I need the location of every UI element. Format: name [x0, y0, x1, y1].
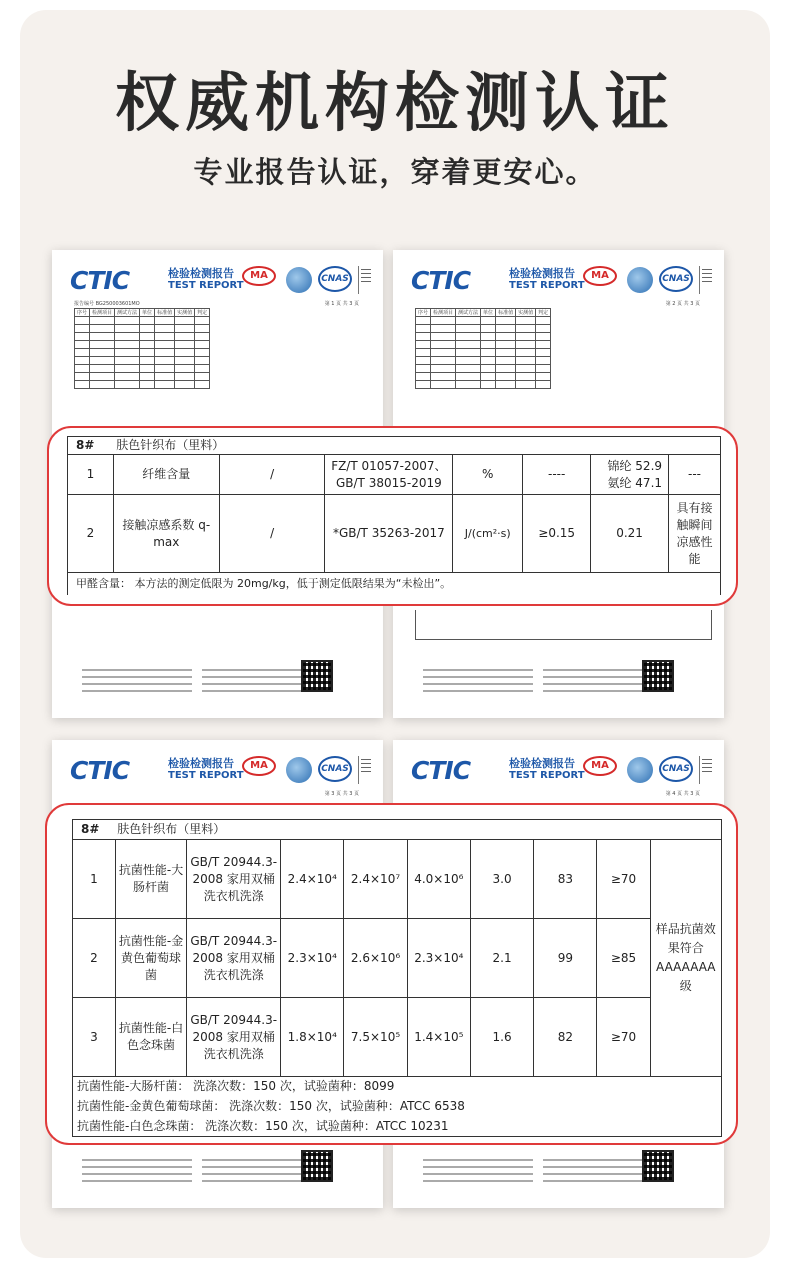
row-v6: ≥70	[597, 998, 650, 1077]
report-number: 报告编号 BG250003601MO	[74, 301, 140, 307]
ilac-logo	[627, 757, 653, 783]
zoom-callout-fiber-cooling	[47, 426, 738, 606]
report-header	[411, 754, 712, 788]
page-number: 第 4 页 共 3 页	[665, 791, 700, 797]
report-title-cn: 检验检测报告	[509, 267, 575, 280]
row-v5: 83	[534, 840, 597, 919]
row-v4: 1.6	[470, 998, 533, 1077]
row-v4: 2.1	[470, 919, 533, 998]
row-method: GB/T 20944.3-2008 家用双桶洗衣机洗涤	[187, 840, 281, 919]
mini-header: 实测值	[516, 309, 536, 317]
mini-header: 标准值	[155, 309, 175, 317]
conclusion: 样品抗菌效果符合AAAAAAA级	[650, 840, 721, 1077]
ctic-logo: CTIC	[411, 266, 471, 295]
ilac-logo	[286, 757, 312, 783]
row-v4: 3.0	[470, 840, 533, 919]
page-number: 第 3 页 共 3 页	[324, 791, 359, 797]
row-v2: 2.6×10⁶	[344, 919, 407, 998]
ma-logo: MA	[583, 266, 617, 286]
row-v1: 2.4×10⁴	[281, 840, 344, 919]
row-item: 抗菌性能-大肠杆菌	[115, 840, 186, 919]
sample-name: 肤色针织布（里料）	[117, 822, 226, 836]
ctic-logo: CTIC	[70, 756, 130, 785]
qr-code-icon	[642, 1150, 674, 1182]
row-method: *GB/T 35263-2017	[325, 495, 453, 573]
cnas-side-text	[699, 756, 713, 784]
row-judge: 具有接触瞬间凉感性能	[669, 495, 721, 573]
ma-logo: MA	[242, 756, 276, 776]
sample-id: 8#	[81, 822, 100, 836]
mini-header: 序号	[75, 309, 90, 317]
ctic-logo: CTIC	[411, 756, 471, 785]
row-item: 接触凉感系数 q-max	[113, 495, 219, 573]
row-no: 2	[68, 495, 114, 573]
page-number: 第 1 页 共 3 页	[324, 301, 359, 307]
ilac-logo	[286, 267, 312, 293]
note-line: 抗菌性能-白色念珠菌： 洗涤次数：150 次，试验菌种：ATCC 10231	[73, 1117, 722, 1137]
row-no: 1	[73, 840, 116, 919]
mini-header: 单位	[481, 309, 496, 317]
mini-header: 判定	[195, 309, 210, 317]
report-title-en: TEST REPORT	[509, 770, 585, 781]
cnas-logo: CNAS	[659, 756, 693, 782]
row-judge: ---	[669, 455, 721, 495]
cnas-logo: CNAS	[318, 756, 352, 782]
mini-header: 测试方法	[456, 309, 481, 317]
sample-name: 肤色针织布（里料）	[116, 438, 225, 452]
report-header	[70, 264, 371, 298]
row-result: 0.21	[591, 495, 669, 573]
cnas-side-text	[699, 266, 713, 294]
row-method: GB/T 20944.3-2008 家用双桶洗衣机洗涤	[187, 998, 281, 1077]
row-no: 2	[73, 919, 116, 998]
sample-title	[68, 437, 721, 455]
mini-header: 单位	[140, 309, 155, 317]
mini-header: 序号	[416, 309, 431, 317]
row-v2: 7.5×10⁵	[344, 998, 407, 1077]
ilac-logo	[627, 267, 653, 293]
ma-logo: MA	[242, 266, 276, 286]
row-unit: J/(cm²·s)	[453, 495, 523, 573]
page-title: 权威机构检测认证	[115, 67, 675, 141]
ma-logo: MA	[583, 756, 617, 776]
report-title-cn: 检验检测报告	[168, 757, 234, 770]
row-no: 1	[68, 455, 114, 495]
cnas-side-text	[358, 266, 372, 294]
sample-id: 8#	[76, 438, 95, 452]
report-footer	[423, 1150, 704, 1190]
mini-header: 检测项目	[90, 309, 115, 317]
zoom-table-antibacterial	[72, 819, 722, 1137]
report-title-cn: 检验检测报告	[509, 757, 575, 770]
row-v1: 2.3×10⁴	[281, 919, 344, 998]
row-req: /	[219, 495, 325, 573]
report-table	[74, 308, 210, 389]
report-footer	[82, 1150, 363, 1190]
zoom-callout-antibacterial	[45, 803, 738, 1145]
page-number: 第 2 页 共 3 页	[665, 301, 700, 307]
row-v6: ≥85	[597, 919, 650, 998]
row-v5: 82	[534, 998, 597, 1077]
row-v5: 99	[534, 919, 597, 998]
row-item: 纤维含量	[113, 455, 219, 495]
row-item: 抗菌性能-金黄色葡萄球菌	[115, 919, 186, 998]
row-v3: 4.0×10⁶	[407, 840, 470, 919]
note-line: 抗菌性能-大肠杆菌： 洗涤次数：150 次，试验菌种：8099	[73, 1077, 722, 1097]
zoom-table-fiber-cooling	[67, 436, 721, 595]
report-title-en: TEST REPORT	[509, 280, 585, 291]
cnas-side-text	[358, 756, 372, 784]
report-title-en: TEST REPORT	[168, 770, 244, 781]
ctic-logo: CTIC	[70, 266, 130, 295]
row-req: /	[219, 455, 325, 495]
row-v3: 1.4×10⁵	[407, 998, 470, 1077]
report-title-cn: 检验检测报告	[168, 267, 234, 280]
mini-header: 标准值	[496, 309, 516, 317]
row-std: ≥0.15	[523, 495, 591, 573]
qr-code-icon	[301, 1150, 333, 1182]
mini-header: 实测值	[175, 309, 195, 317]
sample-title	[73, 820, 722, 840]
row-v3: 2.3×10⁴	[407, 919, 470, 998]
note-line: 抗菌性能-金黄色葡萄球菌： 洗涤次数：150 次，试验菌种：ATCC 6538	[73, 1097, 722, 1117]
row-item: 抗菌性能-白色念珠菌	[115, 998, 186, 1077]
qr-code-icon	[642, 660, 674, 692]
test-note: 甲醛含量： 本方法的测定低限为 20mg/kg，低于测定低限结果为“未检出”。	[68, 573, 721, 595]
report-table	[415, 308, 551, 389]
row-v2: 2.4×10⁷	[344, 840, 407, 919]
report-title-en: TEST REPORT	[168, 280, 244, 291]
report-header	[70, 754, 371, 788]
row-method: GB/T 20944.3-2008 家用双桶洗衣机洗涤	[187, 919, 281, 998]
report-footer	[82, 660, 363, 700]
page-subtitle: 专业报告认证，穿着更安心。	[193, 155, 597, 189]
row-v1: 1.8×10⁴	[281, 998, 344, 1077]
cnas-logo: CNAS	[318, 266, 352, 292]
row-result: 锦纶 52.9 氨纶 47.1	[591, 455, 669, 495]
row-v6: ≥70	[597, 840, 650, 919]
report-footer	[423, 660, 704, 700]
row-std: ----	[523, 455, 591, 495]
cnas-logo: CNAS	[659, 266, 693, 292]
row-no: 3	[73, 998, 116, 1077]
row-unit: %	[453, 455, 523, 495]
mini-header: 检测项目	[431, 309, 456, 317]
row-method: FZ/T 01057-2007、GB/T 38015-2019	[325, 455, 453, 495]
qr-code-icon	[301, 660, 333, 692]
mini-header: 测试方法	[115, 309, 140, 317]
mini-header: 判定	[536, 309, 551, 317]
report-header	[411, 264, 712, 298]
